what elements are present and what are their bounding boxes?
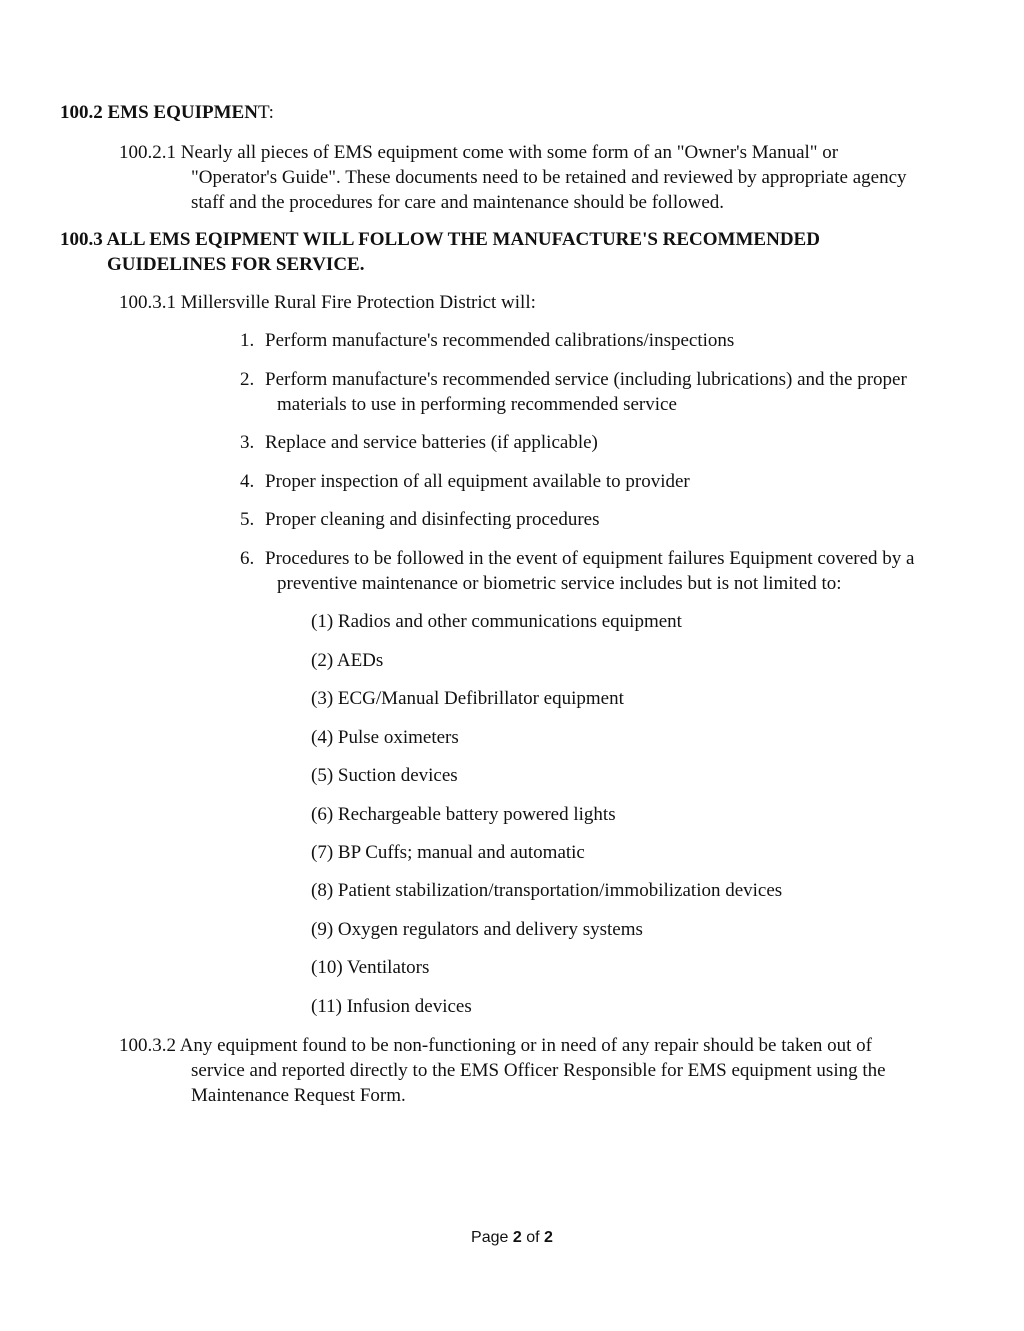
section-100-3-heading-line-2: GUIDELINES FOR SERVICE. <box>107 254 365 275</box>
footer-page-total: 2 <box>544 1229 553 1246</box>
equipment-item: (1) Radios and other communications equipment <box>311 611 682 632</box>
equipment-item: (8) Patient stabilization/transportation/immobilization devices <box>311 880 783 901</box>
section-100-2-heading-rest: T: <box>257 102 274 123</box>
section-100-3-heading <box>60 227 960 277</box>
list-item <box>240 469 970 494</box>
paragraph-100-2-1-line-2: "Operator's Guide". These documents need to be retained and reviewed by appropriate agency <box>191 167 907 188</box>
equipment-item: (6) Rechargeable battery powered lights <box>311 804 616 825</box>
list-item <box>240 507 970 532</box>
equipment-item: (4) Pulse oximeters <box>311 727 459 748</box>
equipment-item: (9) Oxygen regulators and delivery systems <box>311 919 643 940</box>
list-item-text: Proper inspection of all equipment available to provider <box>265 471 690 492</box>
list-item-text: Perform manufacture's recommended service (including lubrications) and the proper <box>265 369 907 390</box>
paragraph-100-3-1: 100.3.1 Millersville Rural Fire Protection District will: <box>119 292 536 313</box>
list-item-text: Perform manufacture's recommended calibrations/inspections <box>265 330 735 351</box>
list-item <box>240 328 970 353</box>
footer-page-word: Page <box>471 1229 509 1246</box>
list-item-number: 5. <box>240 509 255 530</box>
list-item-text: Replace and service batteries (if applicable) <box>265 432 598 453</box>
list-item-number: 4. <box>240 471 255 492</box>
equipment-item: (11) Infusion devices <box>311 996 472 1017</box>
paragraph-100-3-2-line-2: service and reported directly to the EMS Officer Responsible for EMS equipment using the <box>191 1060 886 1081</box>
paragraph-100-3-2-line-3: Maintenance Request Form. <box>191 1085 406 1106</box>
footer-of-word: of <box>526 1229 540 1246</box>
equipment-item: (5) Suction devices <box>311 765 458 786</box>
page-footer <box>0 1225 1024 1250</box>
list-item-number: 2. <box>240 369 255 390</box>
section-100-2-heading <box>60 100 960 125</box>
list-item-text-continued: preventive maintenance or biometric service includes but is not limited to: <box>277 573 842 594</box>
paragraph-100-2-1-line-1: 100.2.1 Nearly all pieces of EMS equipment come with some form of an "Owner's Manual" or <box>119 142 839 163</box>
list-item-number: 1. <box>240 330 255 351</box>
paragraph-100-2-1-line-3: staff and the procedures for care and maintenance should be followed. <box>191 192 725 213</box>
equipment-item: (10) Ventilators <box>311 957 430 978</box>
equipment-item: (3) ECG/Manual Defibrillator equipment <box>311 688 624 709</box>
paragraph-100-2-1 <box>119 140 979 215</box>
list-item-text: Procedures to be followed in the event of equipment failures Equipment covered by a <box>265 548 915 569</box>
list-item-text-continued: materials to use in performing recommended service <box>277 394 677 415</box>
paragraph-100-3-2 <box>119 1033 979 1108</box>
list-item-number: 6. <box>240 548 255 569</box>
equipment-item: (7) BP Cuffs; manual and automatic <box>311 842 585 863</box>
list-item-text: Proper cleaning and disinfecting procedures <box>265 509 600 530</box>
list-item <box>240 546 970 596</box>
footer-page-number: 2 <box>512 1229 522 1246</box>
equipment-item: (2) AEDs <box>311 650 384 671</box>
list-item <box>240 430 970 455</box>
list-item-number: 3. <box>240 432 255 453</box>
paragraph-100-3-2-line-1: 100.3.2 Any equipment found to be non-functioning or in need of any repair should be taken out of <box>119 1035 872 1056</box>
section-100-2-heading-bold: 100.2 EMS EQUIPMEN <box>60 102 258 123</box>
section-100-3-heading-line-1: 100.3 ALL EMS EQIPMENT WILL FOLLOW THE MANUFACTURE'S RECOMMENDED <box>60 229 820 250</box>
list-item <box>240 367 970 417</box>
